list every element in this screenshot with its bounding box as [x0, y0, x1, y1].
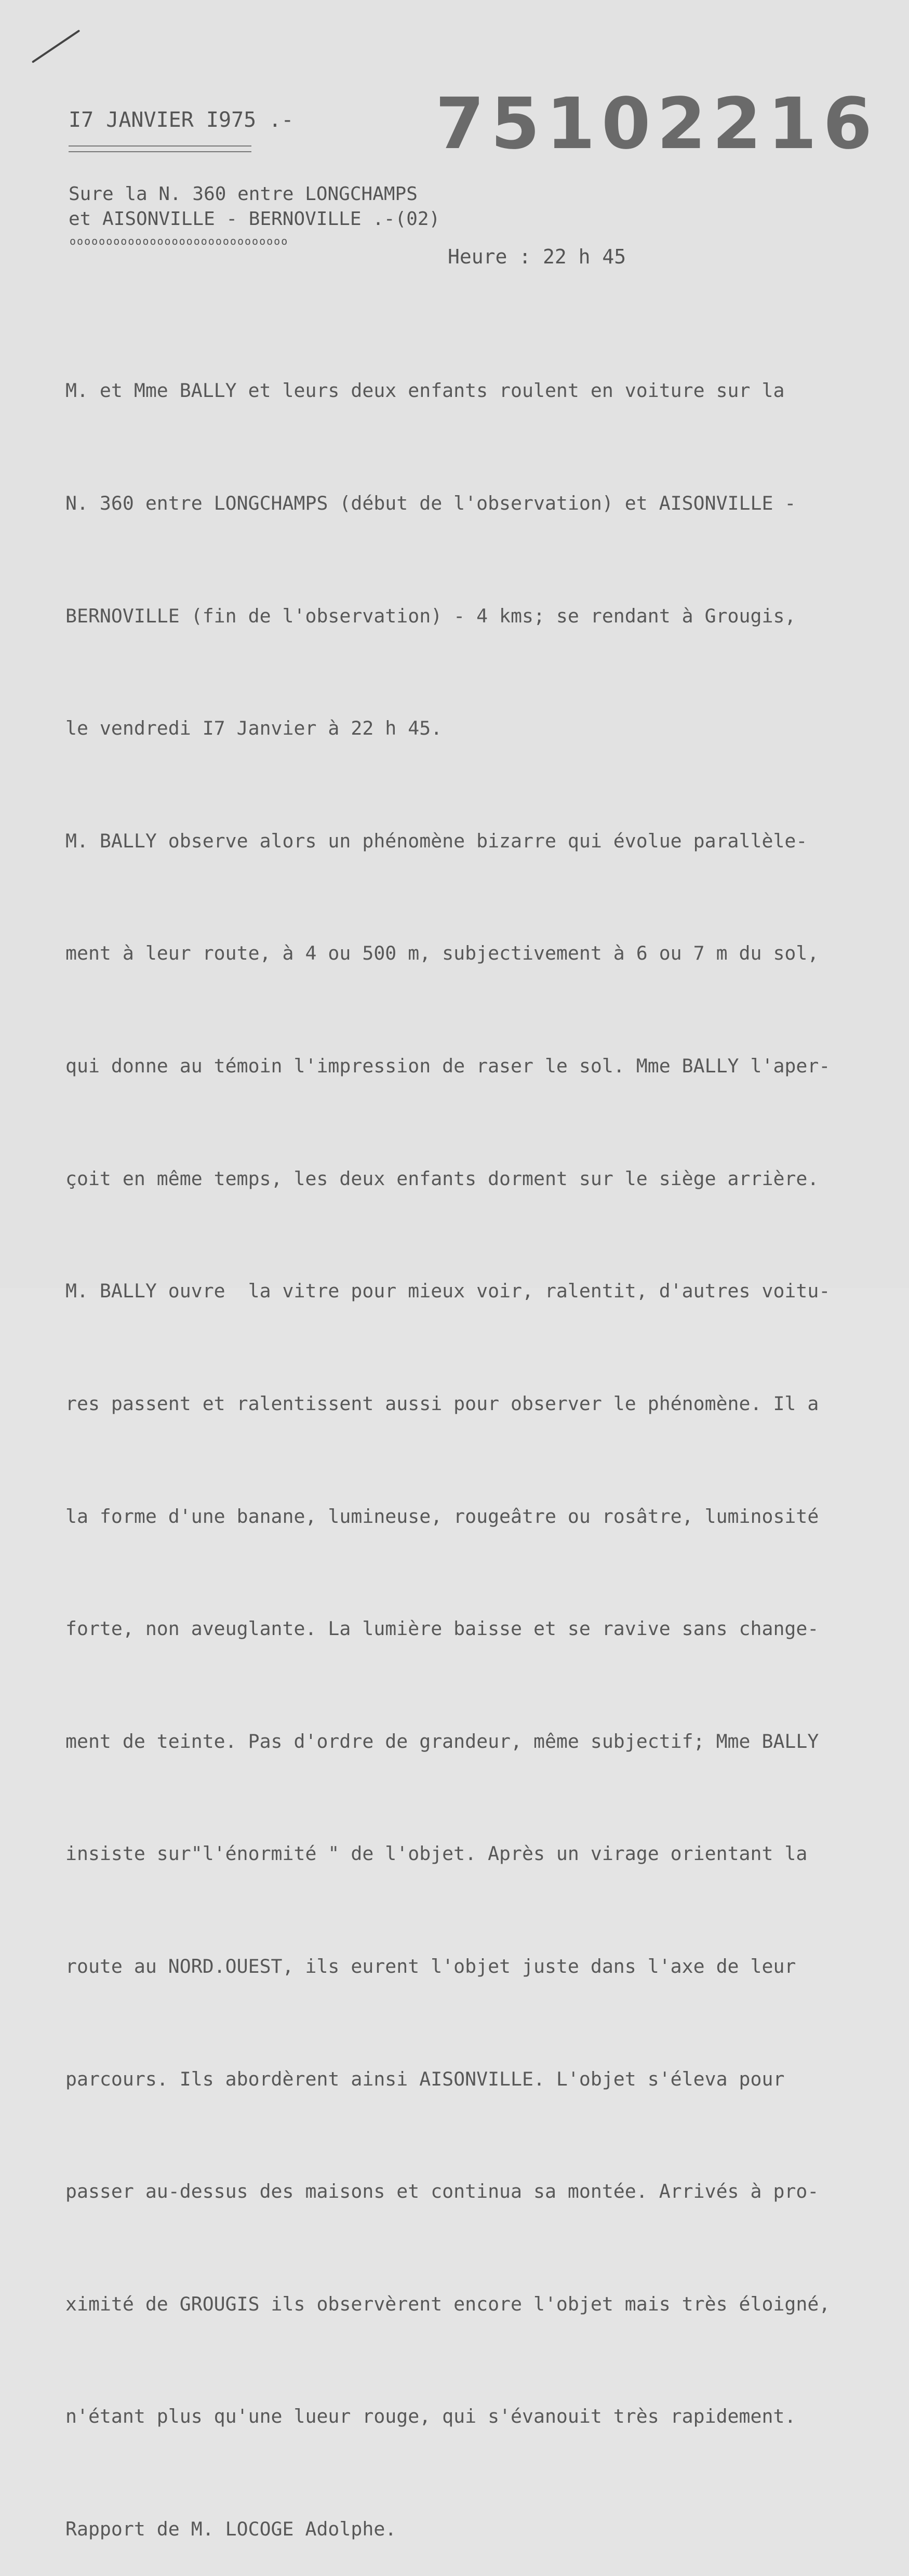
body-line: n'étant plus qu'une lueur rouge, qui s'évanouit très rapidement. [65, 2405, 796, 2428]
body-line: Rapport de M. LOCOGE Adolphe. [65, 2517, 397, 2540]
body-line: res passent et ralentissent aussi pour observer le phénomène. Il a [65, 1392, 819, 1415]
body-line: insiste sur"l'énormité " de l'objet. Après un virage orientant la [65, 1842, 808, 1865]
location-line-1: Sure la N. 360 entre LONGCHAMPS [69, 183, 418, 205]
body-line: passer au-dessus des maisons et continua sa montée. Arrivés à pro- [65, 2180, 819, 2203]
pen-stroke-mark [32, 30, 80, 63]
report-body [65, 297, 830, 2576]
body-line: ment à leur route, à 4 ou 500 m, subjectivement à 6 ou 7 m du sol, [65, 942, 819, 965]
body-line: forte, non aveuglante. La lumière baisse et se ravive sans change- [65, 1617, 819, 1640]
observation-time: Heure : 22 h 45 [448, 245, 626, 268]
body-line: N. 360 entre LONGCHAMPS (début de l'observation) et AISONVILLE - [65, 492, 796, 515]
body-line: ximité de GROUGIS ils observèrent encore l'objet mais très éloigné, [65, 2292, 831, 2315]
body-line: M. et Mme BALLY et leurs deux enfants roulent en voiture sur la [65, 379, 785, 402]
location-line-2: et AISONVILLE - BERNOVILLE .-(02) [69, 208, 440, 230]
body-line: qui donne au témoin l'impression de raser le sol. Mme BALLY l'aper- [65, 1055, 831, 1078]
body-line: BERNOVILLE (fin de l'observation) - 4 kms; se rendant à Grougis, [65, 604, 796, 627]
body-line: M. BALLY ouvre la vitre pour mieux voir, ralentit, d'autres voitu- [65, 1280, 831, 1303]
report-date: I7 JANVIER I975 .- [69, 108, 294, 132]
body-line: M. BALLY observe alors un phénomène bizarre qui évolue parallèle- [65, 829, 808, 852]
body-line: le vendredi I7 Janvier à 22 h 45. [65, 717, 443, 740]
body-line: parcours. Ils abordèrent ainsi AISONVILLE. L'objet s'éleva pour [65, 2067, 785, 2090]
date-underline [69, 145, 251, 152]
body-line: la forme d'une banane, lumineuse, rougeâtre ou rosâtre, luminosité [65, 1505, 819, 1528]
body-line: ment de teinte. Pas d'ordre de grandeur, même subjectif; Mme BALLY [65, 1730, 819, 1752]
location-heading [69, 182, 440, 232]
body-line: çoit en même temps, les deux enfants dorment sur le siège arrière. [65, 1167, 819, 1190]
document-number-stamp: 75102216 [435, 83, 879, 165]
location-separator: oooooooooooooooooooooooooooooo [70, 235, 289, 247]
body-line: route au NORD.OUEST, ils eurent l'objet juste dans l'axe de leur [65, 1955, 796, 1977]
